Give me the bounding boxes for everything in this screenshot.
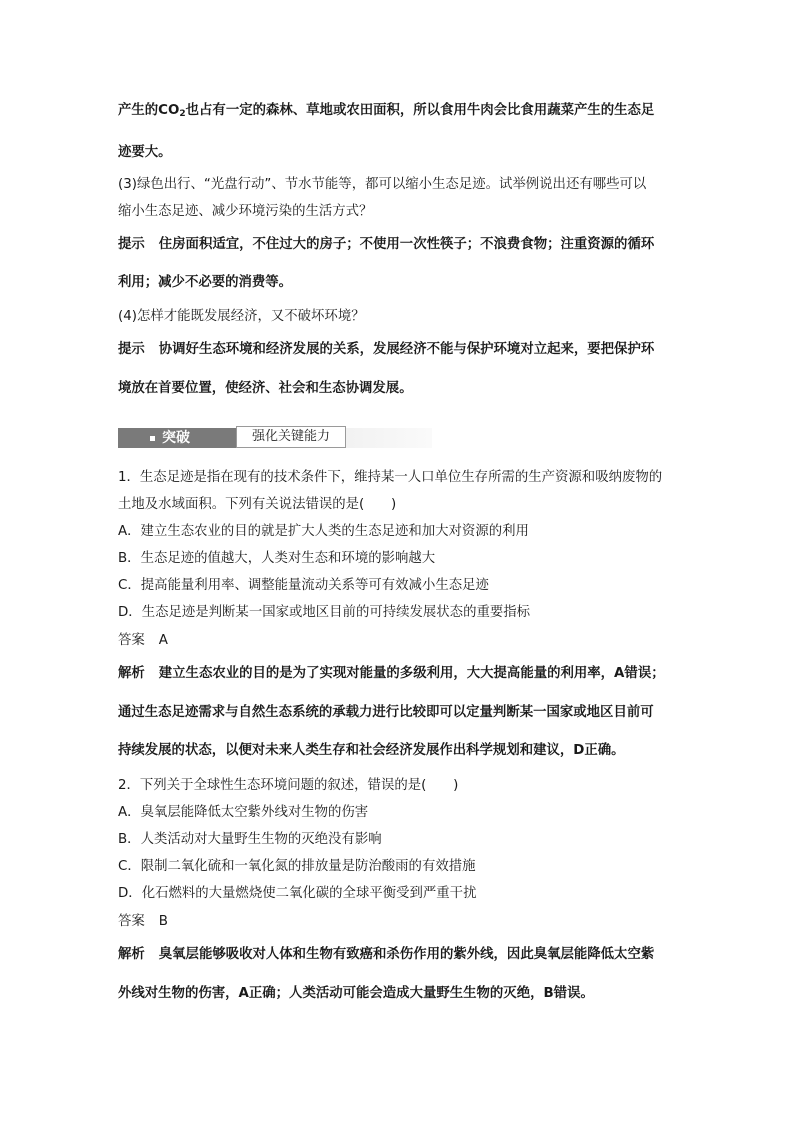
- question-2-option-d: D．化石燃料的大量燃烧使二氧化碳的全球平衡受到严重干扰: [118, 886, 477, 901]
- banner-tag-text: 强化关键能力: [251, 429, 330, 444]
- section-banner: [118, 425, 432, 451]
- analysis-label: 解析: [118, 666, 145, 681]
- hint-3-line: 利用；减少不必要的消费等。: [118, 275, 293, 290]
- answer-label: 答案: [118, 633, 145, 648]
- question-2-stem: 2．下列关于全球性生态环境问题的叙述，错误的是( ): [118, 778, 459, 793]
- hint-4-line: 境放在首要位置，使经济、社会和生态协调发展。: [118, 381, 413, 396]
- question-3-line: (3)绿色出行、“光盘行动”、节水节能等，都可以缩小生态足迹。试举例说出还有哪些可以: [118, 177, 647, 192]
- answer-value: B: [158, 914, 168, 929]
- analysis-label: 解析: [118, 947, 145, 962]
- question-4-line: (4)怎样才能既发展经济，又不破坏环境？: [118, 309, 365, 324]
- question-2-option-b: B．人类活动对大量野生生物的灭绝没有影响: [118, 832, 382, 847]
- question-1-analysis-line: 解析 建立生态农业的目的是为了实现对能量的多级利用，大大提高能量的利用率，A错误；: [118, 666, 665, 681]
- question-2-option-c: C．限制二氧化硫和一氧化氮的排放量是防治酸雨的有效措施: [118, 859, 476, 874]
- question-1-option-a: A．建立生态农业的目的就是扩大人类的生态足迹和加大对资源的利用: [118, 524, 529, 539]
- question-1-analysis-line: 通过生态足迹需求与自然生态系统的承载力进行比较即可以定量判断某一国家或地区目前可: [118, 705, 654, 720]
- question-1-analysis-line: 持续发展的状态，以便对未来人类生存和社会经济发展作出科学规划和建议，D正确。: [118, 743, 625, 758]
- question-1-stem-line: 1．生态足迹是指在现有的技术条件下，维持某一人口单位生存所需的生产资源和吸纳废物的: [118, 470, 663, 485]
- question-2-analysis-line: 解析 臭氧层能够吸收对人体和生物有致癌和杀伤作用的紫外线，因此臭氧层能降低太空紫: [118, 947, 655, 962]
- question-1-option-c: C．提高能量利用率、调整能量流动关系等可有效减小生态足迹: [118, 578, 489, 593]
- banner-tag-box: [236, 426, 346, 448]
- question-1-option-b: B．生态足迹的值越大，人类对生态和环境的影响越大: [118, 551, 436, 566]
- question-2-option-a: A．臭氧层能降低太空紫外线对生物的伤害: [118, 805, 369, 820]
- hint-label: 提示: [118, 237, 145, 252]
- answer-value: A: [158, 633, 168, 648]
- question-3-line: 缩小生态足迹、减少环境污染的生活方式？: [118, 204, 373, 219]
- square-bullet-icon: [150, 436, 155, 441]
- banner-title: 突破: [162, 430, 190, 446]
- question-1-answer: [118, 631, 168, 651]
- hint-3-line: 提示 住房面积适宜，不住过大的房子；不使用一次性筷子；不浪费食物；注重资源的循环: [118, 237, 655, 252]
- discussion-text-line: 迹要大。: [118, 145, 172, 160]
- hint-4-line: 提示 协调好生态环境和经济发展的关系，发展经济不能与保护环境对立起来，要把保护环: [118, 342, 655, 357]
- question-1-stem-line: 土地及水域面积。下列有关说法错误的是( ): [118, 497, 397, 512]
- question-2-answer: [118, 912, 168, 932]
- question-2-analysis-line: 外线对生物的伤害，A正确；人类活动可能会造成大量野生生物的灭绝，B错误。: [118, 986, 594, 1001]
- hint-label: 提示: [118, 342, 145, 357]
- question-1-option-d: D．生态足迹是判断某一国家或地区目前的可持续发展状态的重要指标: [118, 605, 531, 620]
- answer-label: 答案: [118, 914, 145, 929]
- discussion-text-line: 产生的$CO_2$也占有一定的森林、草地或农田面积，所以食用牛肉会比食用蔬菜产生的生态足: [118, 103, 655, 119]
